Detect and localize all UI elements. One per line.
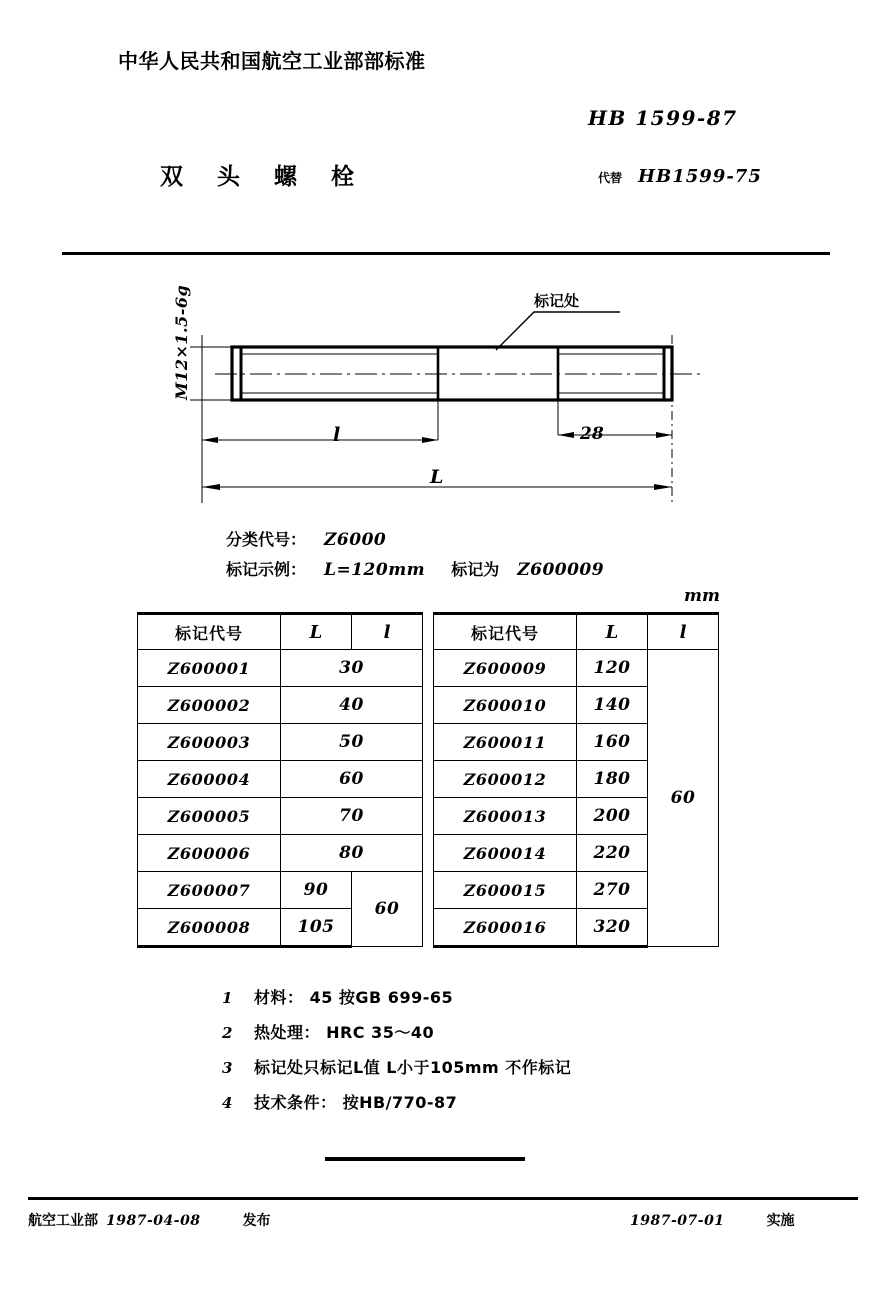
specification-block: [226, 527, 604, 587]
table-row: [138, 835, 423, 872]
cell-code: Z600001: [138, 650, 281, 687]
cell-l-merged: 60: [648, 650, 719, 947]
cell-code: Z600013: [434, 798, 577, 835]
note-item: [222, 985, 842, 1008]
note-text: 技术条件： 按HB/770-87: [254, 1093, 458, 1112]
cell-L: 160: [577, 724, 648, 761]
table-row: [138, 872, 423, 909]
classification-code-label: 分类代号：: [226, 530, 307, 549]
note-number: 2: [222, 1024, 233, 1042]
footer-effective-action: 实施: [766, 1213, 795, 1229]
cell-L: 320: [577, 909, 648, 947]
mark-leader-line: [496, 312, 620, 350]
dim-arrow-l-right: [422, 437, 438, 443]
cell-code: Z600002: [138, 687, 281, 724]
cell-code: Z600003: [138, 724, 281, 761]
dim-arrow-28-left: [558, 432, 574, 438]
marking-example-connector: 标记为: [451, 560, 500, 579]
footer-effective-block: [622, 1210, 795, 1230]
table-row: [138, 798, 423, 835]
dim-arrow-l-left: [202, 437, 218, 443]
header-code: 标记代号: [434, 614, 577, 650]
table-row: [434, 650, 719, 687]
thread-specification-label: M12×1.5-6g: [172, 284, 191, 400]
cell-code: Z600012: [434, 761, 577, 798]
footer-issue-block: [28, 1210, 271, 1230]
cell-L: 220: [577, 835, 648, 872]
table-row: [138, 724, 423, 761]
table-header-row: [434, 614, 719, 650]
note-item: [222, 1020, 842, 1043]
cell-L: 30: [281, 650, 423, 687]
cell-L: 50: [281, 724, 423, 761]
cell-code: Z600005: [138, 798, 281, 835]
replaces-block: [598, 166, 762, 187]
header-L: L: [281, 614, 352, 650]
marking-example-value: L=120mm: [324, 560, 426, 580]
cell-l-merged: 60: [352, 872, 423, 947]
dimension-table-left: [137, 612, 423, 948]
header-l: l: [648, 614, 719, 650]
cell-code: Z600015: [434, 872, 577, 909]
mark-location-label: 标记处: [534, 292, 580, 310]
cell-code: Z600006: [138, 835, 281, 872]
cell-L: 70: [281, 798, 423, 835]
cell-code: Z600009: [434, 650, 577, 687]
footer-divider-rule: [28, 1197, 858, 1200]
dimension-label-L: L: [430, 466, 444, 488]
classification-code-value: Z6000: [324, 530, 387, 550]
header-l: l: [352, 614, 423, 650]
cell-L: 140: [577, 687, 648, 724]
marking-example-label: 标记示例：: [226, 560, 307, 579]
organization-title: 中华人民共和国航空工业部部标准: [118, 49, 426, 73]
dim-arrow-L-left: [202, 484, 220, 490]
standard-number: HB 1599-87: [588, 106, 738, 130]
cell-L: 120: [577, 650, 648, 687]
table-row: [138, 650, 423, 687]
cell-L: 180: [577, 761, 648, 798]
dimension-label-l: l: [333, 424, 341, 446]
notes-end-rule: [325, 1157, 525, 1161]
table-header-row: [138, 614, 423, 650]
cell-L: 270: [577, 872, 648, 909]
header-L: L: [577, 614, 648, 650]
footer-issue-date: 1987-04-08: [106, 1213, 201, 1229]
note-number: 4: [222, 1094, 233, 1112]
unit-label: mm: [684, 586, 720, 606]
note-number: 1: [222, 989, 233, 1007]
cell-code: Z600011: [434, 724, 577, 761]
dim-arrow-28-right: [656, 432, 672, 438]
document-title: 双头螺栓: [160, 164, 388, 190]
replaces-value: HB1599-75: [638, 166, 762, 187]
marking-example-line: [226, 557, 604, 580]
footer-effective-date: 1987-07-01: [630, 1213, 725, 1229]
table-row: [138, 761, 423, 798]
cell-L: 80: [281, 835, 423, 872]
note-text: 材料： 45 按GB 699-65: [254, 988, 454, 1007]
cell-L: 60: [281, 761, 423, 798]
note-number: 3: [222, 1059, 233, 1077]
dim-arrow-L-right: [654, 484, 672, 490]
note-item: [222, 1090, 842, 1113]
replaces-label: 代替: [598, 171, 623, 185]
note-text: 标记处只标记L值 L小于105mm 不作标记: [254, 1058, 572, 1077]
footer-issue-action: 发布: [242, 1213, 271, 1229]
header-code: 标记代号: [138, 614, 281, 650]
note-text: 热处理： HRC 35～40: [254, 1023, 435, 1042]
cell-code: Z600007: [138, 872, 281, 909]
cell-L: 90: [281, 872, 352, 909]
note-item: [222, 1055, 842, 1078]
technical-notes-list: [222, 985, 842, 1125]
cell-L: 40: [281, 687, 423, 724]
cell-code: Z600016: [434, 909, 577, 947]
cell-L: 200: [577, 798, 648, 835]
document-footer: [28, 1210, 858, 1240]
footer-issuer: 航空工业部: [28, 1213, 98, 1229]
cell-code: Z600010: [434, 687, 577, 724]
dimension-table-right: [433, 612, 719, 948]
cell-code: Z600008: [138, 909, 281, 947]
cell-L: 105: [281, 909, 352, 947]
dimension-label-28: 28: [580, 424, 604, 444]
cell-code: Z600004: [138, 761, 281, 798]
marking-example-code: Z600009: [517, 560, 605, 580]
classification-code-line: [226, 527, 604, 550]
cell-code: Z600014: [434, 835, 577, 872]
table-row: [138, 687, 423, 724]
